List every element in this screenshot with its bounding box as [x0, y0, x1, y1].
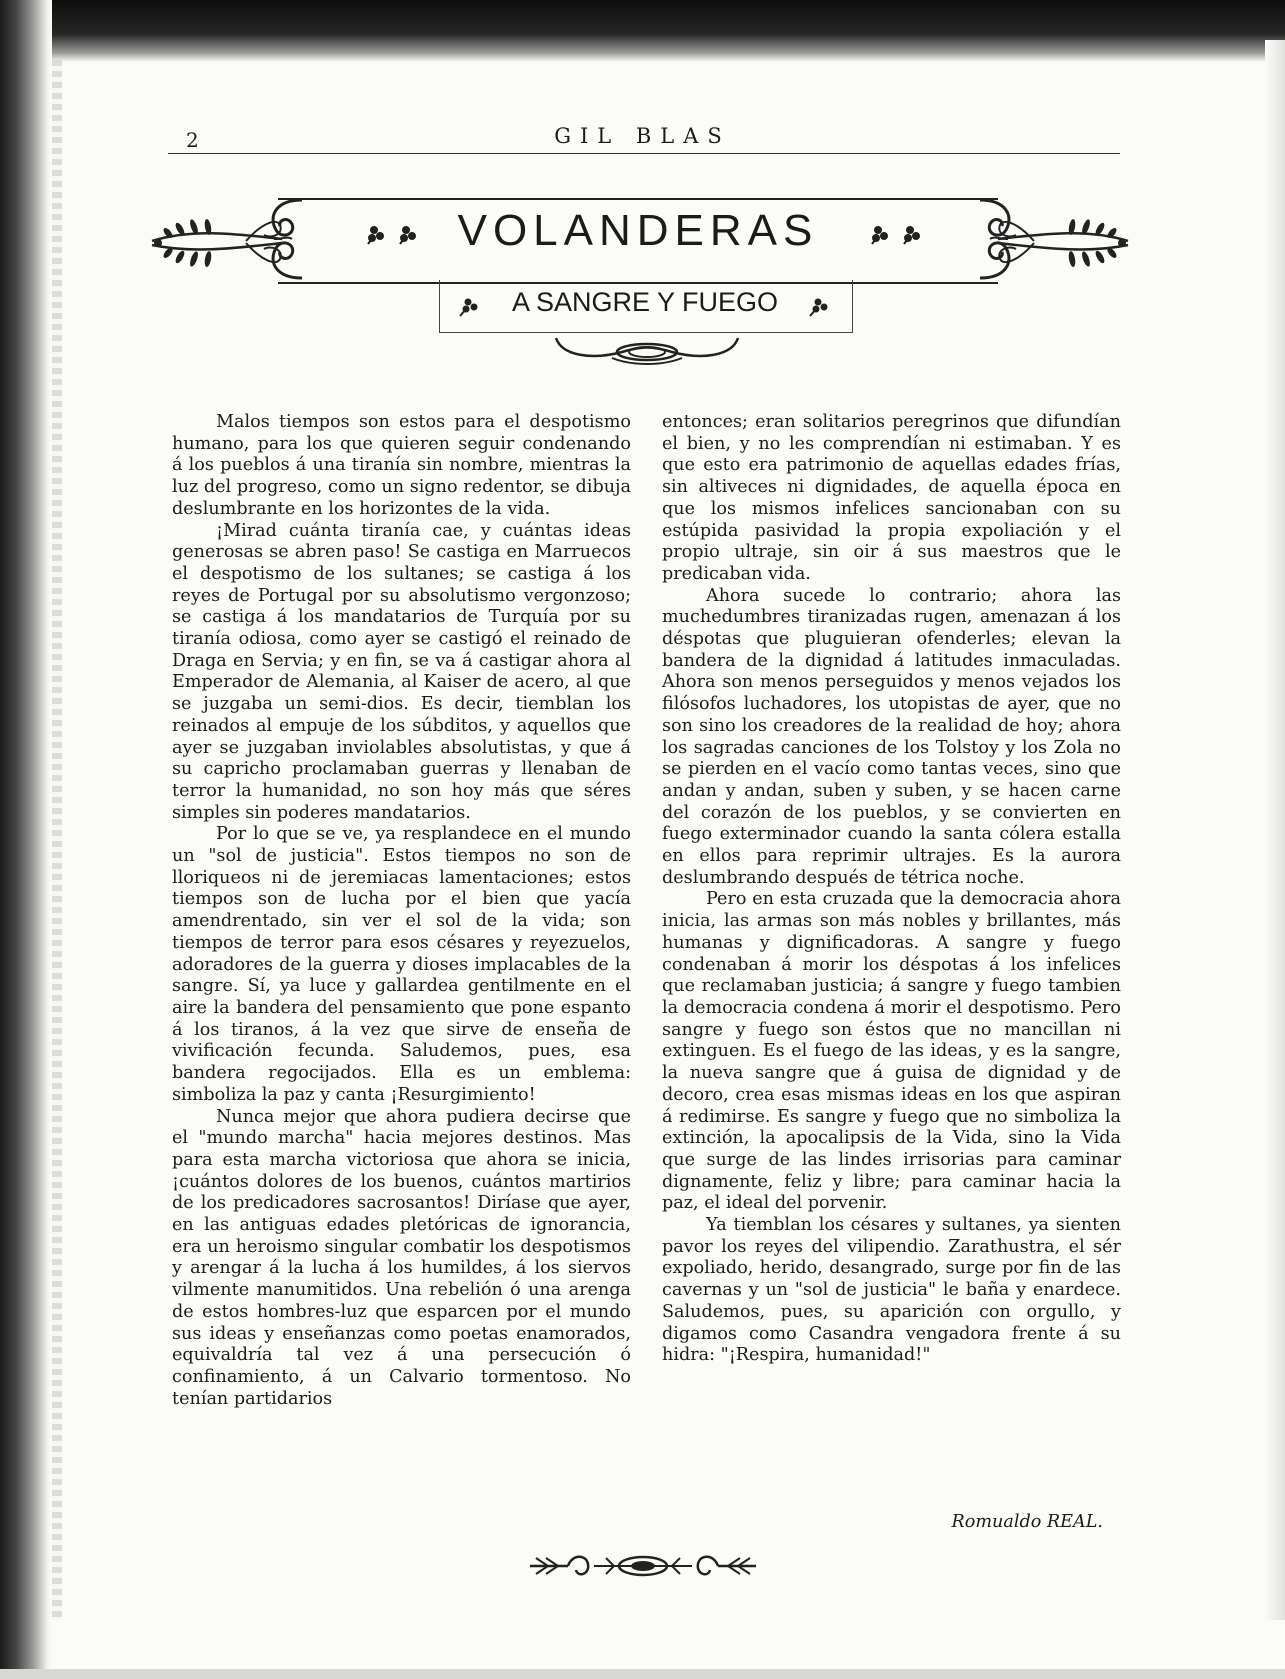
- paragraph: entonces; eran solitarios peregrinos que difundían el bien, y no les comprendían ni estimaban. Y es que esto era patrimonio de aquellas edades frías, sin altiveces ni dignidades, de aquella época en que los mismos infelices sancionaban con su estúpida pasividad la propia expoliación y el propio ultraje, sin oir á sus maestros que le predicaban vida.: [662, 412, 1121, 584]
- paragraph: Pero en esta cruzada que la democracia ahora inicia, las armas son más nobles y brillantes, más humanas y dignificadoras. A sangre y fuego condenaban á morir los déspotas á los infelices que reclamaban justicia; á sangre y fuego tambien la democracia condena á morir el despotismo. Pero sangre y fuego son éstos que no mancillan ni extinguen. Es el fuego de las ideas, y es la sangre, la nueva sangre que á guisa de dignidad y de decoro, crea esas mismas ideas en los que aspiran á redimirse. Es sangre y fuego que no simboliza la extinción, la apocalipsis de la Vida, sino la Vida que surge de las lindes irrisorias para caminar dignamente, feliz y libre; para caminar hacia la paz, el ideal del porvenir.: [662, 889, 1121, 1214]
- author-signature: Romualdo REAL.: [951, 1512, 1103, 1532]
- tailpiece-flourish-icon: [528, 1548, 758, 1584]
- header-rule: [168, 153, 1120, 154]
- binding-edge: [52, 60, 62, 1620]
- section-title: VOLANDERAS: [457, 206, 819, 255]
- page-number: 2: [186, 128, 199, 152]
- paragraph: Ahora sucede lo contrario; ahora las muchedumbres tiranizadas rugen, amenazan á los déspotas que pluguieran ofenderles; elevan la bandera de la dignidad á latitudes inmaculadas. Ahora son menos perseguidos y menos vejados los filósofos luchadores, los utopistas de ayer, que no son sino los creadores de la realidad de hoy; ahora los sagradas canciones de los Tolstoy y los Zola no se pierden en el vacío como tantas veces, sino que andan y andan, suben y suben, y se hacen carne del corazón de los pueblos, y se convierten en fuego exterminador cuando la santa cólera estalla en ellos para reprimir ultrajes. Es la aurora deslumbrando después de tétrica noche.: [662, 585, 1121, 888]
- paragraph: ¡Mirad cuánta tiranía cae, y cuántas ideas generosas se abren paso! Se castiga en Marruecos el despotismo de los sultanes; se castiga á los reyes de Portugal por su absolutismo vergonzoso; se castiga á los mandatarios de Turquía por su tiranía odiosa, como ayer se castigó el reinado de Draga en Servia; y en fin, se va á castigar ahora al Emperador de Alemania, al Kaiser de acero, al que se juzgaba un semi-dios. Es decir, tiemblan los reinados al empuje de los súbditos, y aquellos que ayer se juzgaban inviolables absolutistas, y que á su capricho proclamaban guerras y llenaban de terror la humanidad, no son hoy más que séres simples sin poderes mandatarios.: [172, 520, 631, 823]
- paragraph: Nunca mejor que ahora pudiera decirse que el "mundo marcha" hacia mejores destinos. Mas para esta marcha victoriosa que ahora se inicia, ¡cuántos dolores de los buenos, cuántos martirios de los predicadores sacrosantos! Diríase que ayer, en las antiguas edades pletóricas de ignorancia, era un heroismo singular combatir los despotismos y arengar á la lucha á los humildes, á los siervos vilmente manumitidos. Una rebelión ó una arenga de estos hombres-luz que esparcen por el mundo sus ideas y enseñanzas como poetas enamorados, equivaldría tal vez á una persecución ó confinamiento, á un Calvario tormentoso. No tenían partidarios: [172, 1106, 631, 1409]
- article-subtitle: A SANGRE Y FUEGO: [511, 287, 779, 317]
- paragraph: Ya tiemblan los césares y sultanes, ya sienten pavor los reyes del vilipendio. Zarathustra, el sér expoliado, herido, desangrado, surge por fin de las cavernas y un "sol de justicia" le baña y enardece. Saludemos, pues, su aparición con orgullo, y digamos como Casandra vengadora frente á su hidra: "¡Respira, humanidad!": [662, 1215, 1121, 1366]
- scan-shadow-bottom: [0, 1669, 1285, 1679]
- scan-shadow-right: [1265, 40, 1285, 1620]
- chain-flourish-icon: [552, 334, 742, 370]
- article-column-right: [662, 412, 1121, 1367]
- paragraph: Por lo que se ve, ya resplandece en el mundo un "sol de justicia". Estos tiempos no son de lloriqueos ni de jeremiacas lamentaciones; estos tiempos son de lucha por el bien que yacía amendrentado, sin ver el sol de la vida; son tiempos de terror para esos césares y reyezuelos, adoradores de la guerra y dioses implacables de la sangre. Sí, ya luce y gallardea gentilmente en el aire la bandera del pensamiento que pone espanto á los tiranos, á la vez que sirve de enseña de vivificación fecunda. Saludemos, pues, esa bandera regocijados. Ella es un emblema: simboliza la paz y canta ¡Resurgimiento!: [172, 824, 631, 1105]
- clover-mark-icon: [806, 296, 834, 318]
- scan-shadow-left: [0, 0, 52, 1679]
- scan-shadow-top: [0, 0, 1285, 62]
- running-head: GIL BLAS: [554, 124, 731, 148]
- article-column-left: [172, 412, 631, 1410]
- paragraph: Malos tiempos son estos para el despotismo humano, para los que quieren seguir condenando á los pueblos á una tiranía sin nombre, mientras la luz del progreso, como un signo redentor, se dibuja deslumbrante en los horizontes de la vida.: [172, 412, 631, 519]
- leaf-spray-right-icon: [995, 205, 1130, 275]
